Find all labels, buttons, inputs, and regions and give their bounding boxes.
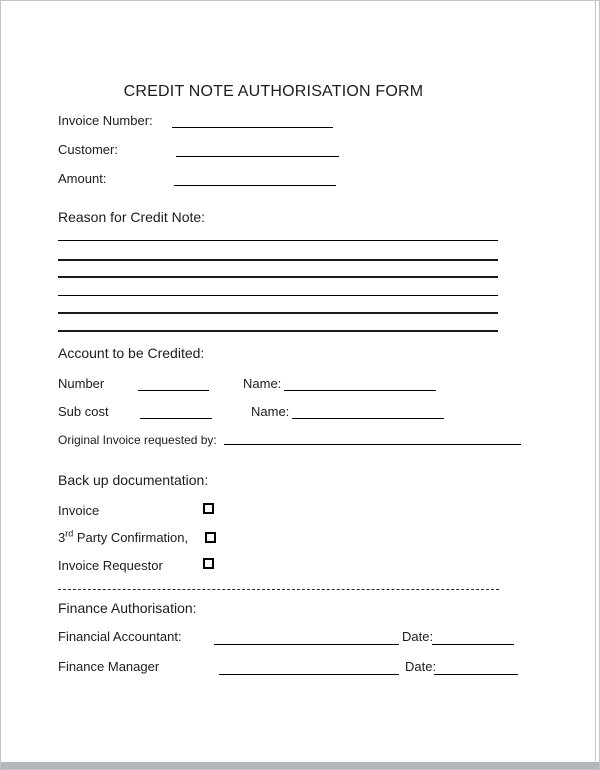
customer-label: Customer: xyxy=(58,142,118,157)
invoice-number-label: Invoice Number: xyxy=(58,113,153,128)
account-section-heading: Account to be Credited: xyxy=(58,345,205,361)
backup-third-party-label xyxy=(58,530,188,546)
backup-invoice-label: Invoice xyxy=(58,503,100,518)
financial-accountant-label: Financial Accountant: xyxy=(58,629,182,644)
third-party-label-rest: Party Confirmation, xyxy=(73,530,189,545)
sub-cost-name-label: Name: xyxy=(251,404,290,419)
reason-write-line xyxy=(58,276,498,278)
financial-accountant-date-line xyxy=(432,644,514,645)
reason-write-line xyxy=(58,295,498,296)
page-bottom-edge xyxy=(1,762,599,769)
invoice-number-write-line xyxy=(172,127,333,128)
finance-section-heading: Finance Authorisation: xyxy=(58,600,197,616)
invoice-checkbox[interactable] xyxy=(203,503,214,514)
account-number-name-write-line xyxy=(284,390,436,391)
account-number-label: Number xyxy=(58,376,105,391)
requested-by-write-line xyxy=(224,444,521,445)
finance-manager-date-line xyxy=(434,674,518,675)
account-number-write-line xyxy=(138,390,209,391)
third-party-label-ordinal: rd xyxy=(65,528,74,539)
third-party-confirmation-checkbox[interactable] xyxy=(205,532,216,543)
customer-write-line xyxy=(176,156,339,157)
invoice-requestor-checkbox[interactable] xyxy=(203,558,214,569)
account-number-name-label: Name: xyxy=(243,376,282,391)
financial-accountant-date-label: Date: xyxy=(402,629,434,644)
sub-cost-label: Sub cost xyxy=(58,404,109,419)
sub-cost-write-line xyxy=(140,418,212,419)
reason-write-line xyxy=(58,330,498,332)
requested-by-label: Original Invoice requested by: xyxy=(58,433,217,447)
third-party-label-prefix: 3 xyxy=(58,530,66,545)
backup-section-heading: Back up documentation: xyxy=(58,472,209,488)
reason-section-heading: Reason for Credit Note: xyxy=(58,209,206,225)
form-title: CREDIT NOTE AUTHORISATION FORM xyxy=(123,83,424,100)
page-right-border xyxy=(595,1,596,761)
finance-manager-date-label: Date: xyxy=(405,659,437,674)
financial-accountant-signature-line xyxy=(214,644,399,645)
finance-manager-signature-line xyxy=(219,674,399,675)
sub-cost-name-write-line xyxy=(292,418,444,419)
reason-write-line xyxy=(58,240,498,241)
amount-label: Amount: xyxy=(58,171,107,186)
section-divider-dashed xyxy=(58,589,499,590)
backup-invoice-requestor-label: Invoice Requestor xyxy=(58,558,163,573)
amount-write-line xyxy=(174,185,336,186)
reason-write-line xyxy=(58,312,498,314)
reason-write-line xyxy=(58,259,498,261)
finance-manager-label: Finance Manager xyxy=(58,659,160,674)
